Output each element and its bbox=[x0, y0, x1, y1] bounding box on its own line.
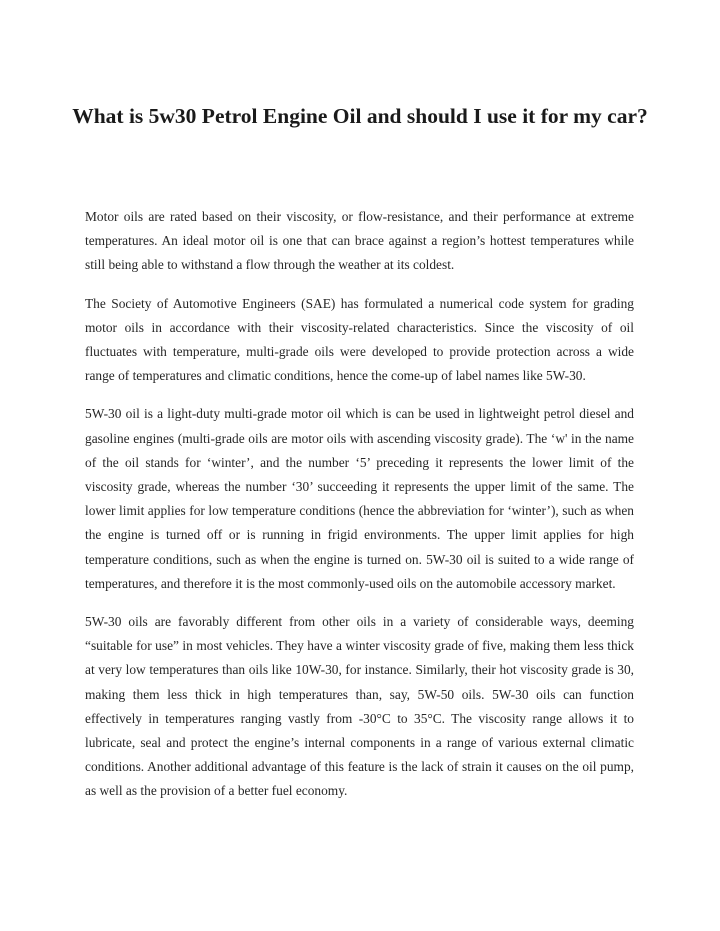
paragraph-5w30-definition: 5W-30 oil is a light-duty multi-grade motor oil which is can be used in lightweight petrol diesel and gasoline engines (multi-grade oils are motor oils with ascending viscosity grade). The ‘w' in the name of the oil stands for ‘winter’, and the number ‘5’ preceding it represents the lower limit of the viscosity grade, whereas the number ‘30’ succeeding it represents the upper limit of the same. The lower limit applies for low temperature conditions (hence the abbreviation for ‘winter’), such as when the engine is turned off or is running in frigid environments. The upper limit applies for high temperature conditions, such as when the engine is turned on. 5W-30 oil is suited to a wide range of temperatures, and therefore it is the most commonly-used oils on the automobile accessory market. bbox=[85, 406, 634, 591]
paragraph-intro: Motor oils are rated based on their viscosity, or flow-resistance, and their performance at extreme temperatures. An ideal motor oil is one that can brace against a region’s hottest temperatures while still being able to withstand a flow through the weather at its coldest. bbox=[85, 209, 634, 273]
paragraph-5w30-advantages: 5W-30 oils are favorably different from other oils in a variety of considerable ways, deeming “suitable for use” in most vehicles. They have a winter viscosity grade of five, making them less thick at very low temperatures than oils like 10W-30, for instance. Similarly, their hot viscosity grade is 30, making them less thick in high temperatures than, say, 5W-50 oils. 5W-30 oils can function effectively in temperatures ranging vastly from -30°C to 35°C. The viscosity range allows it to lubricate, seal and protect the engine’s internal components in a range of various external climatic conditions. Another additional advantage of this feature is the lack of strain it causes on the oil pump, as well as the provision of a better fuel economy. bbox=[85, 614, 634, 799]
article-body bbox=[85, 205, 634, 818]
paragraph-sae-grading: The Society of Automotive Engineers (SAE) has formulated a numerical code system for grading motor oils in accordance with their viscosity-related characteristics. Since the viscosity of oil fluctuates with temperature, multi-grade oils were developed to provide protection across a wide range of temperatures and climatic conditions, hence the come-up of label names like 5W-30. bbox=[85, 295, 634, 384]
page-title: What is 5w30 Petrol Engine Oil and should I use it for my car? bbox=[72, 104, 648, 128]
